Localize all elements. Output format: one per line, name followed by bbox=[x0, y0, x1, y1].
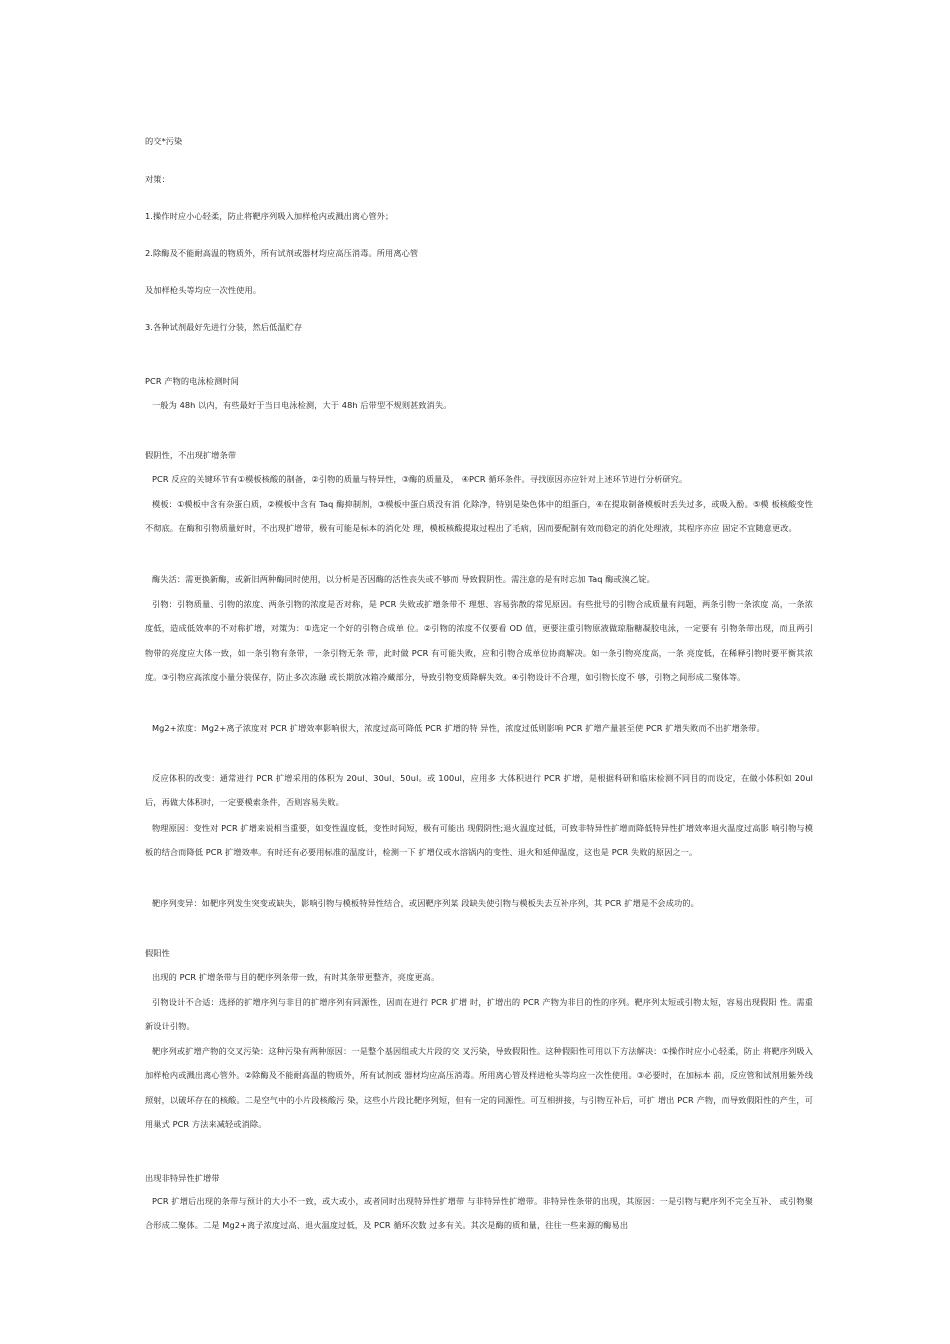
paragraph: 模板：①模板中含有杂蛋白质，②模板中含有 Taq 酶抑制剂，③模板中蛋白质没有消 化除净，特别是染色体中的组蛋白，④在提取制备模板时丢失过多，或吸入酚。⑤模 板核酸变性不彻底。在酶和引物质量好时，不出现扩增带，极有可能是标本的消化处 理，模板核酸提取过程出了毛病，因而要配制有效而稳定的消化处理液，其程序亦应 固定不宜随意更改。 bbox=[145, 499, 813, 534]
text-line: 对策： bbox=[145, 174, 170, 184]
text-line: 1.操作时应小心轻柔，防止将靶序列吸入加样枪内或溅出离心管外； bbox=[145, 211, 394, 221]
paragraph: 引物设计不合适：选择的扩增序列与非目的扩增序列有同源性，因而在进行 PCR 扩增 时，扩增出的 PCR 产物为非目的性的序列。靶序列太短或引物太短，容易出现假阳 性。需重新设计引物。 bbox=[145, 997, 813, 1032]
paragraph: 物理原因：变性对 PCR 扩增来说相当重要，如变性温度低，变性时间短，极有可能出 现假阴性;退火温度过低，可致非特异性扩增而降低特异性扩增效率退火温度过高影 响引物与模板的结合而降低 PCR 扩增效率。有时还有必要用标准的温度计，检测一下 扩增仪或水溶锅内的变性、退火和延伸温度，这也是 PCR 失败的原因之一。 bbox=[145, 823, 813, 858]
paragraph: 出现的 PCR 扩增条带与目的靶序列条带一致，有时其条带更整齐，亮度更高。 bbox=[152, 972, 440, 982]
section-heading: 出现非特异性扩增带 bbox=[145, 1173, 220, 1183]
paragraph: 靶序列变异：如靶序列发生突变或缺失，影响引物与模板特异性结合，或因靶序列某 段缺失使引物与模板失去互补序列，其 PCR 扩增是不会成功的。 bbox=[152, 898, 699, 908]
section-heading: 假阴性，不出现扩增条带 bbox=[145, 450, 237, 460]
paragraph: 引物：引物质量、引物的浓度、两条引物的浓度是否对称，是 PCR 失败或扩增条带不 理想、容易弥散的常见原因。有些批号的引物合成质量有问题，两条引物一条浓度 高，一条浓度低，造成低效率的不对称扩增，对策为：①选定一个好的引物合成单 位。②引物的浓度不仅要看 OD 值，更要注重引物原液做琼脂糖凝胶电泳，一定要有 引物条带出现，而且两引物带的亮度应大体一致，如一条引物有条带，一条引物无条 带，此时做 PCR 有可能失败，应和引物合成单位协商解决。如一条引物亮度高，一条 亮度低，在稀释引物时要平衡其浓度。③引物应高浓度小量分装保存，防止多次冻融 或长期放冰箱冷藏部分，导致引物变质降解失效。④引物设计不合理，如引物长度不 够，引物之间形成二聚体等。 bbox=[145, 599, 813, 683]
paragraph: 一般为 48h 以内，有些最好于当日电泳检测，大于 48h 后带型不规则甚致消失。 bbox=[152, 400, 452, 410]
text-line: 的交*污染 bbox=[145, 136, 183, 146]
text-line: 3.各种试剂最好先进行分装，然后低温贮存 bbox=[145, 322, 303, 332]
paragraph: PCR 反应的关键环节有①模板核酸的制备，②引物的质量与特异性，③酶的质量及， ④PCR 循环条件。寻找原因亦应针对上述环节进行分析研究。 bbox=[152, 474, 688, 484]
paragraph: 反应体积的改变：通常进行 PCR 扩增采用的体积为 20ul、30ul、50ul。或 100ul，应用多 大体积进行 PCR 扩增，是根据科研和临床检测不同目的而设定，在做小体积如 20ul 后，再做大体积时，一定要模索条件，否则容易失败。 bbox=[145, 773, 813, 808]
section-heading: PCR 产物的电泳检测时间 bbox=[145, 376, 239, 386]
section-heading: 假阳性 bbox=[145, 948, 170, 958]
paragraph: Mg2+浓度：Mg2+离子浓度对 PCR 扩增效率影响很大，浓度过高可降低 PCR 扩增的特 异性，浓度过低则影响 PCR 扩增产量甚至使 PCR 扩增失败而不出扩增条带。 bbox=[152, 723, 765, 733]
paragraph: 靶序列或扩增产物的交叉污染：这种污染有两种原因：一是整个基因组或大片段的交 叉污染，导致假阳性。这种假阳性可用以下方法解决：①操作时应小心轻柔，防止 将靶序列吸入加样枪内或溅出离心管外。②除酶及不能耐高温的物质外，所有试剂或 器材均应高压消毒。所用离心管及样进枪头等均应一次性使用。③必要时，在加标本 前，反应管和试剂用紫外线照射，以破坏存在的核酸。二是空气中的小片段核酸污 染，这些小片段比靶序列短，但有一定的同源性。可互相拼接，与引物互补后，可扩 增出 PCR 产物，而导致假阳性的产生，可用巢式 PCR 方法来减轻或消除。 bbox=[145, 1046, 813, 1130]
paragraph: 酶失活：需更换新酶，或新旧两种酶同时使用，以分析是否因酶的活性丧失或不够而 导致假阴性。需注意的是有时忘加 Taq 酶或溴乙锭。 bbox=[152, 574, 655, 584]
text-line: 2.除酶及不能耐高温的物质外，所有试剂或器材均应高压消毒。所用离心管 bbox=[145, 248, 419, 258]
paragraph: PCR 扩增后出现的条带与预计的大小不一致，或大或小，或者同时出现特异性扩增带 与非特异性扩增带。非特异性条带的出现，其原因：一是引物与靶序列不完全互补、 或引物聚合形成二聚体。二是 Mg2+离子浓度过高、退火温度过低，及 PCR 循环次数 过多有关。其次是酶的质和量，往往一些来源的酶易出 bbox=[145, 1196, 813, 1231]
text-line: 及加样枪头等均应一次性使用。 bbox=[145, 285, 262, 295]
